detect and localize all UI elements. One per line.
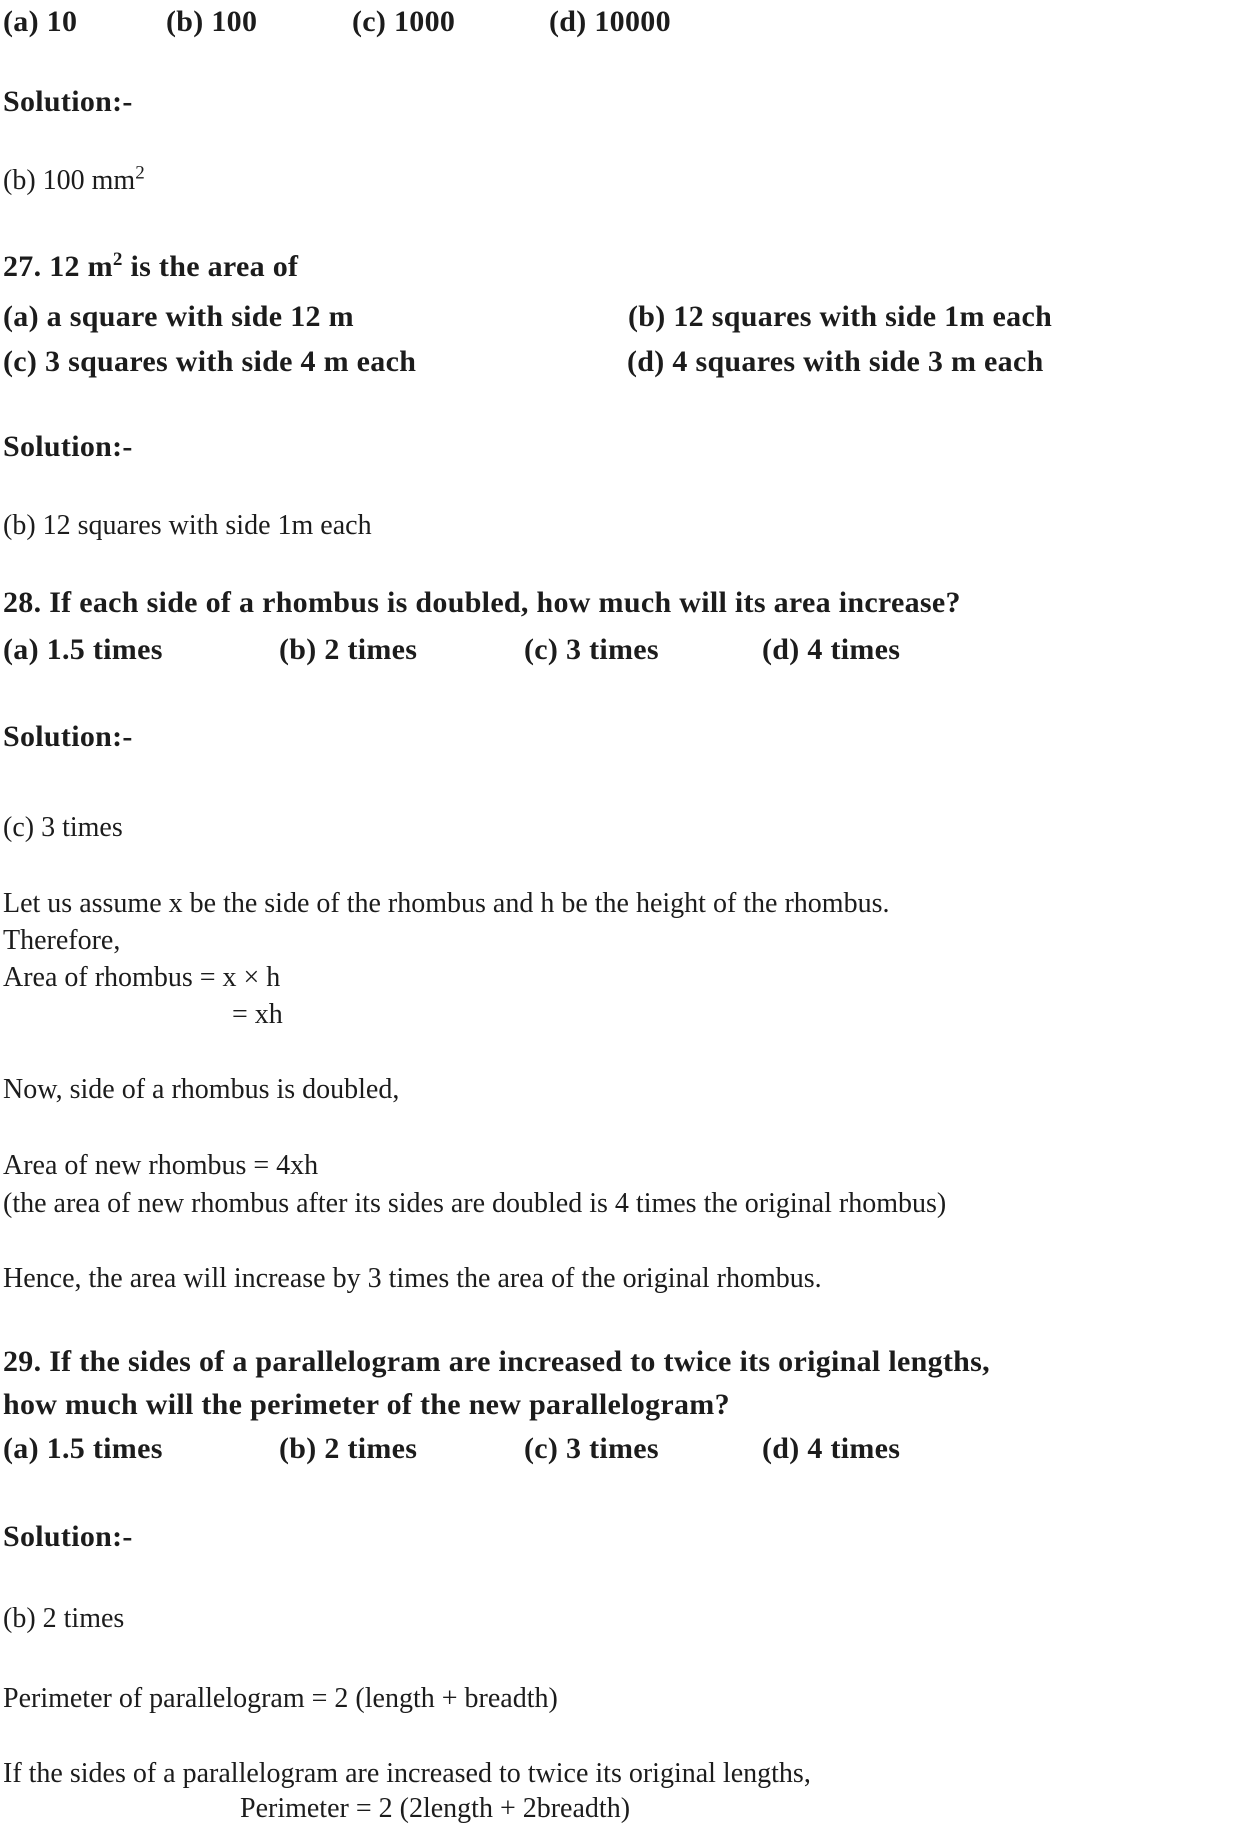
q28-explanation-line-3: Area of rhombus = x × h [3,962,281,993]
q27-option-d: (d) 4 squares with side 3 m each [627,345,1044,378]
q29-option-c: (c) 3 times [524,1432,659,1465]
q26-answer-superscript: 2 [135,162,145,184]
q26-option-d: (d) 10000 [549,5,671,38]
q28-solution-heading: Solution:- [3,720,133,753]
q28-explanation-line-6: Area of new rhombus = 4xh [3,1150,319,1181]
q29-solution-heading: Solution:- [3,1520,133,1553]
q27-option-a: (a) a square with side 12 m [3,300,354,333]
q27-option-c: (c) 3 squares with side 4 m each [3,345,417,378]
q26-option-c: (c) 1000 [352,5,456,38]
q29-answer: (b) 2 times [3,1603,125,1634]
q29-explanation-line-2: If the sides of a parallelogram are increased to twice its original lengths, [3,1758,811,1789]
q27-option-b: (b) 12 squares with side 1m each [628,300,1053,333]
q27-title-rest: is the area of [122,250,299,283]
q26-answer-text: (b) 100 mm [3,165,136,196]
q27-title-main: 27. 12 m [3,250,113,283]
q28-explanation-line-8: Hence, the area will increase by 3 times the area of the original rhombus. [3,1263,822,1294]
q27-answer: (b) 12 squares with side 1m each [3,510,372,541]
q29-options-row [3,1432,1243,1468]
q29-title-line-1: 29. If the sides of a parallelogram are increased to twice its original lengths, [3,1345,990,1378]
q26-options-row [3,5,1243,41]
q28-option-c: (c) 3 times [524,633,659,666]
q27-options-row-1 [3,300,1243,336]
q28-explanation-line-1: Let us assume x be the side of the rhombus and h be the height of the rhombus. [3,888,890,919]
q28-explanation-line-7: (the area of new rhombus after its sides are doubled is 4 times the original rhombus) [3,1188,947,1219]
q27-title [3,250,298,284]
q29-option-a: (a) 1.5 times [3,1432,163,1465]
q29-option-b: (b) 2 times [279,1432,418,1465]
q28-option-b: (b) 2 times [279,633,418,666]
q28-explanation-line-4: = xh [232,999,283,1030]
q29-option-d: (d) 4 times [762,1432,901,1465]
q28-option-d: (d) 4 times [762,633,901,666]
q26-solution-heading: Solution:- [3,85,133,118]
q26-answer [3,162,145,197]
q28-title: 28. If each side of a rhombus is doubled, how much will its area increase? [3,586,961,619]
q27-title-superscript: 2 [112,249,123,270]
q28-explanation-line-5: Now, side of a rhombus is doubled, [3,1074,400,1105]
q27-solution-heading: Solution:- [3,430,133,463]
q29-title-line-2: how much will the perimeter of the new parallelogram? [3,1388,730,1421]
q28-option-a: (a) 1.5 times [3,633,163,666]
q28-options-row [3,633,1243,669]
q29-explanation-line-3: Perimeter = 2 (2length + 2breadth) [240,1793,631,1824]
q28-explanation-line-2: Therefore, [3,925,121,956]
q26-option-b: (b) 100 [166,5,258,38]
q29-explanation-line-1: Perimeter of parallelogram = 2 (length + breadth) [3,1683,558,1714]
q26-option-a: (a) 10 [3,5,78,38]
q27-options-row-2 [3,345,1243,381]
q28-answer: (c) 3 times [3,812,123,843]
